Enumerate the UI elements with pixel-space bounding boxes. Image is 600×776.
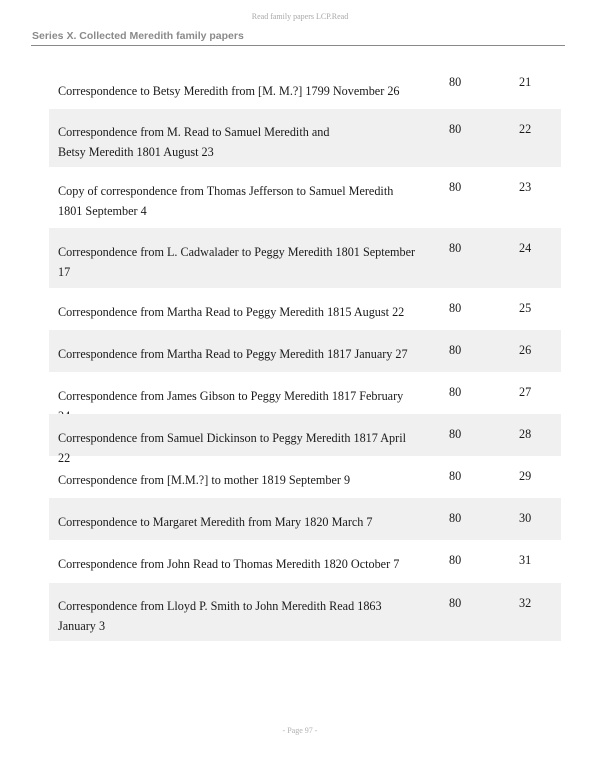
folder-number: 23 — [519, 180, 532, 194]
box-number: 80 — [449, 553, 462, 567]
box-number: 80 — [449, 511, 462, 525]
folder-number: 21 — [519, 75, 532, 89]
folder-number: 25 — [519, 301, 532, 315]
box-number: 80 — [449, 241, 462, 255]
table-row — [49, 62, 561, 109]
table-row — [49, 456, 561, 498]
item-description: Correspondence from Martha Read to Peggy Meredith 1815 August 22 — [58, 305, 405, 319]
series-title: Series X. Collected Meredith family papers — [32, 30, 244, 42]
box-number: 80 — [449, 122, 462, 136]
item-description: Correspondence from L. Cadwalader to Peggy Meredith 1801 September 17 — [58, 245, 416, 279]
folder-number: 28 — [519, 427, 532, 441]
box-number: 80 — [449, 343, 462, 357]
item-description: Correspondence from Samuel Dickinson to Peggy Meredith 1817 April 22 — [58, 431, 406, 465]
box-number: 80 — [449, 596, 462, 610]
folder-number: 27 — [519, 385, 532, 399]
folder-number: 24 — [519, 241, 532, 255]
folder-number: 29 — [519, 469, 532, 483]
container-list-table — [49, 62, 561, 641]
table-row — [49, 583, 561, 641]
box-number: 80 — [449, 469, 462, 483]
box-number: 80 — [449, 75, 462, 89]
table-row — [49, 498, 561, 540]
table-row — [49, 330, 561, 372]
box-number: 80 — [449, 385, 462, 399]
header-rule — [31, 45, 565, 46]
item-description: Correspondence from M. Read to Samuel Meredith and Betsy Meredith 1801 August 23 — [58, 125, 330, 159]
folder-number: 31 — [519, 553, 532, 567]
item-description: Correspondence from John Read to Thomas Meredith 1820 October 7 — [58, 557, 400, 571]
box-number: 80 — [449, 301, 462, 315]
item-description: Correspondence from Martha Read to Peggy Meredith 1817 January 27 — [58, 347, 408, 361]
table-row — [49, 228, 561, 288]
folder-number: 22 — [519, 122, 532, 136]
folder-number: 32 — [519, 596, 532, 610]
item-description: Copy of correspondence from Thomas Jefferson to Samuel Meredith 1801 September 4 — [58, 184, 394, 218]
item-description: Correspondence from Lloyd P. Smith to John Meredith Read 1863 January 3 — [58, 599, 382, 633]
box-number: 80 — [449, 180, 462, 194]
table-row — [49, 540, 561, 583]
item-description: Correspondence from [M.M.?] to mother 1819 September 9 — [58, 473, 351, 487]
item-description: Correspondence to Betsy Meredith from [M. M.?] 1799 November 26 — [58, 84, 400, 98]
table-row — [49, 372, 561, 414]
table-row — [49, 167, 561, 228]
folder-number: 30 — [519, 511, 532, 525]
box-number: 80 — [449, 427, 462, 441]
running-head: Read family papers LCP.Read — [251, 12, 349, 21]
item-description: Correspondence to Margaret Meredith from Mary 1820 March 7 — [58, 515, 373, 529]
item-description: Correspondence from James Gibson to Peggy Meredith 1817 February — [58, 389, 404, 403]
folder-number: 26 — [519, 343, 532, 357]
page-number: - Page 97 - — [282, 726, 318, 735]
table-row — [49, 414, 561, 465]
table-row — [49, 109, 561, 167]
table-row — [49, 288, 561, 330]
